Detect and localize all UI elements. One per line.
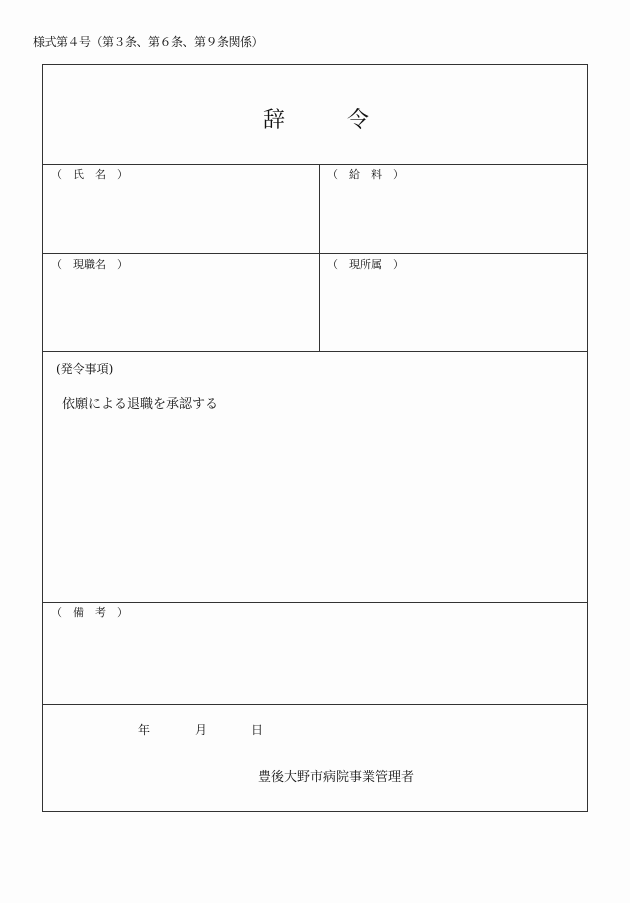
month-label: 月 bbox=[195, 723, 208, 737]
title-char-2: 令 bbox=[347, 108, 370, 133]
column-divider bbox=[319, 164, 320, 351]
remarks-label: （ 備 考 ） bbox=[51, 606, 128, 619]
name-label: （ 氏 名 ） bbox=[51, 168, 128, 181]
title-char-1: 辞 bbox=[262, 108, 285, 133]
divider bbox=[43, 351, 587, 352]
current-affiliation-label: （ 現所属 ） bbox=[327, 258, 404, 271]
issuance-content: 依願による退職を承認する bbox=[62, 397, 219, 412]
form-reference: 様式第４号（第３条、第６条、第９条関係） bbox=[33, 35, 264, 49]
salary-label: （ 給 料 ） bbox=[327, 168, 404, 181]
divider bbox=[43, 602, 587, 603]
appointment-form bbox=[42, 64, 588, 812]
divider bbox=[43, 164, 587, 165]
current-position-label: （ 現職名 ） bbox=[51, 258, 128, 271]
year-label: 年 bbox=[138, 723, 151, 737]
issuer: 豊後大野市病院事業管理者 bbox=[258, 770, 415, 785]
divider bbox=[43, 253, 587, 254]
day-label: 日 bbox=[251, 723, 264, 737]
document-title bbox=[43, 103, 589, 133]
issuance-label: (発令事項) bbox=[56, 362, 114, 376]
divider bbox=[43, 704, 587, 705]
